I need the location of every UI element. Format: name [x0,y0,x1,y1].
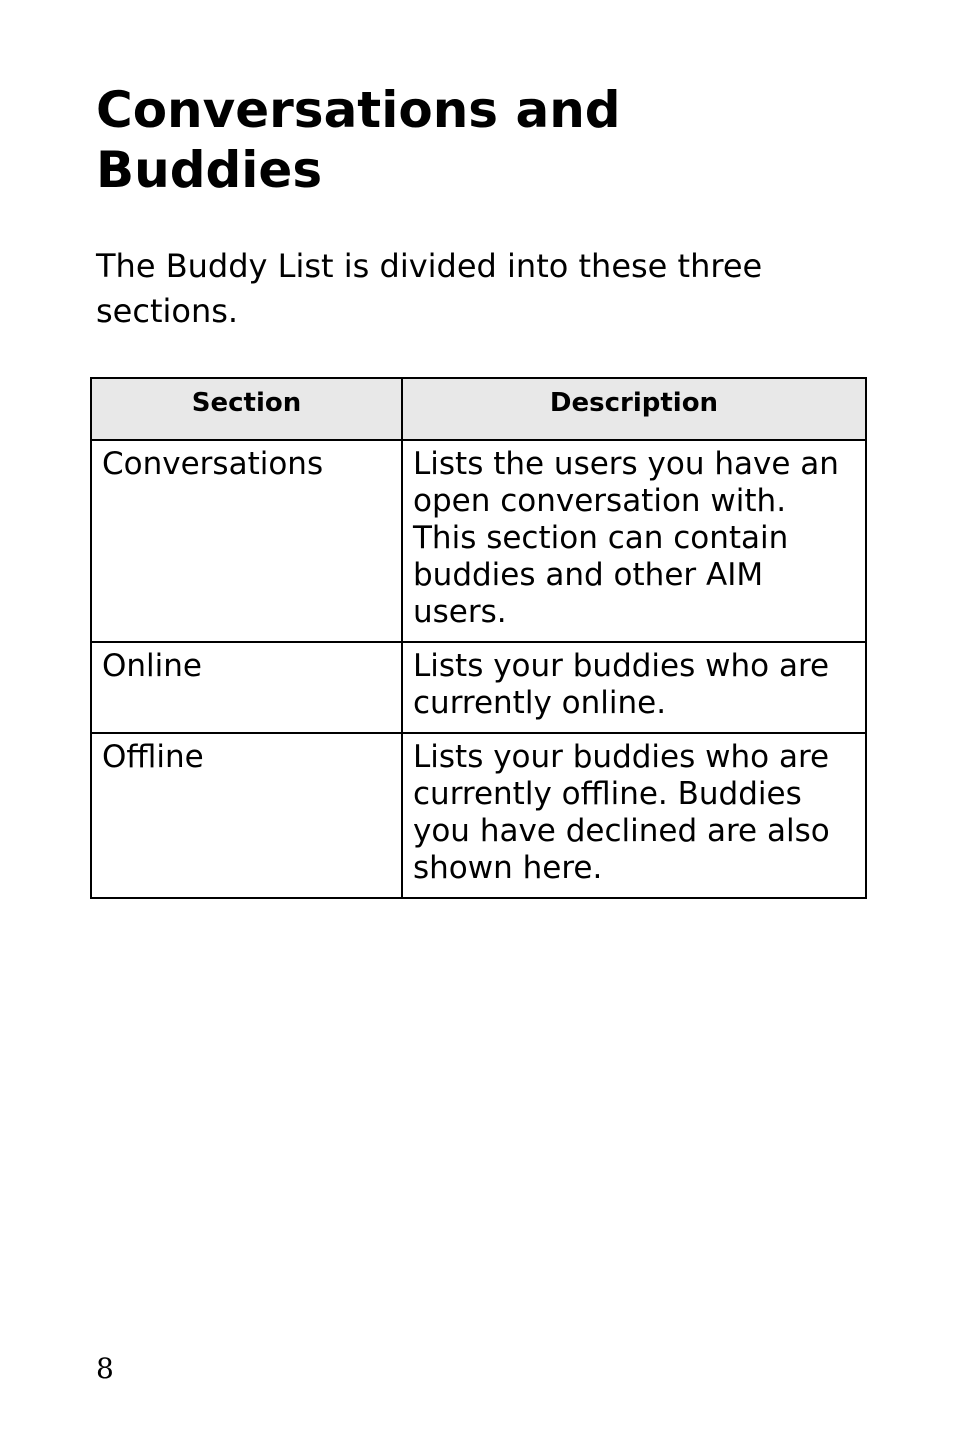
description-cell: Lists your buddies who are currently online. [402,642,866,733]
table-row [91,733,866,898]
description-cell: Lists the users you have an open conversation with. This section can contain buddies and other AIM users. [402,440,866,642]
page-title: Conversations and Buddies [96,81,621,199]
section-cell: Conversations [91,440,402,642]
sections-table [90,377,867,899]
table-row [91,642,866,733]
section-cell: Offline [91,733,402,898]
intro-paragraph: The Buddy List is divided into these three sections. [96,247,763,330]
description-cell: Lists your buddies who are currently offline. Buddies you have declined are also shown here. [402,733,866,898]
section-cell: Online [91,642,402,733]
page-number: 8 [96,1352,114,1385]
column-header-description: Description [402,378,866,440]
table-row [91,440,866,642]
table-header-row [91,378,866,440]
column-header-section: Section [91,378,402,440]
